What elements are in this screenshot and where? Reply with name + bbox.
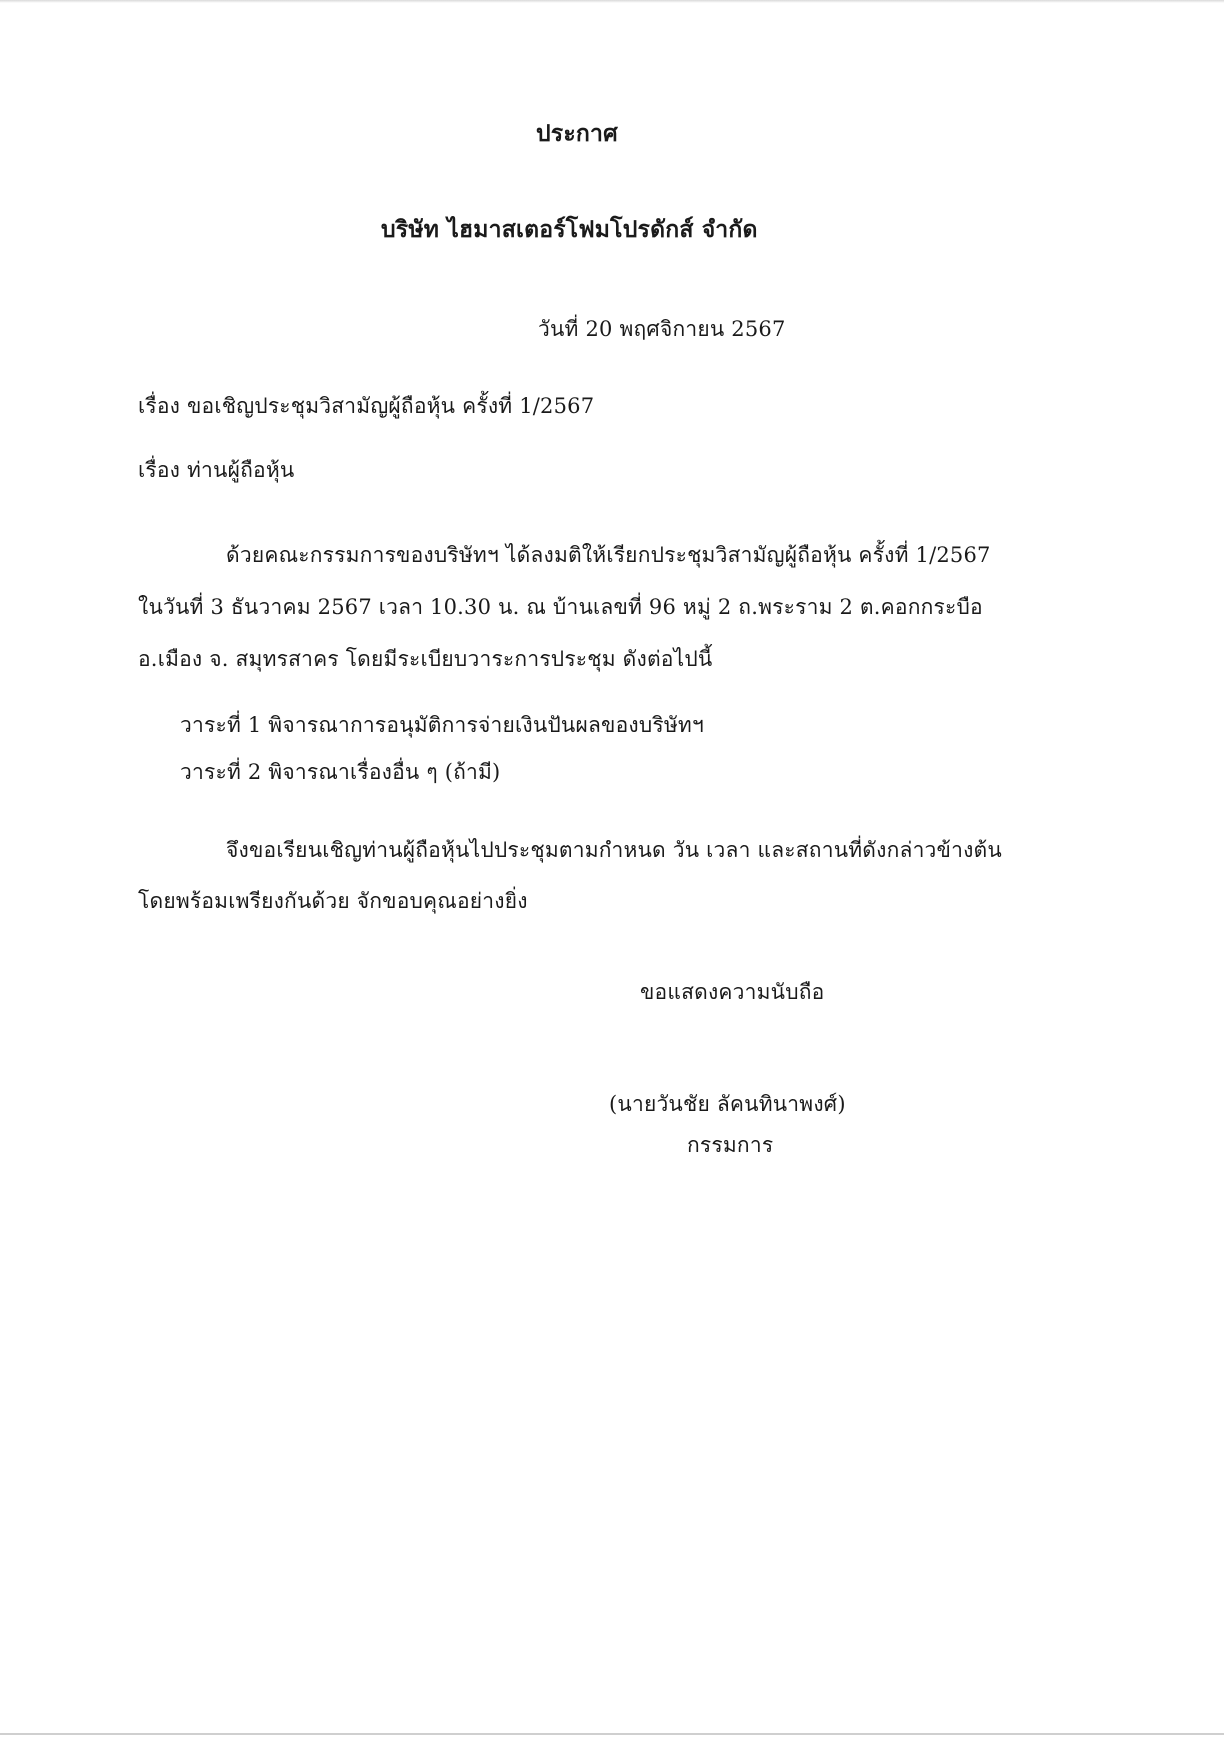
signatory-name: (นายวันชัย ลัคนทินาพงศ์) <box>609 1092 846 1116</box>
body-line-2: ในวันที่ 3 ธันวาคม 2567 เวลา 10.30 น. ณ บ้านเลขที่ 96 หมู่ 2 ถ.พระราม 2 ต.คอกกระบือ <box>138 595 983 619</box>
recipient-line: เรื่อง ท่านผู้ถือหุ้น <box>138 458 295 482</box>
announcement-title: ประกาศ <box>536 120 618 147</box>
invitation-line-2: โดยพร้อมเพรียงกันด้วย จักขอบคุณอย่างยิ่ง <box>138 889 528 913</box>
announcement-date: วันที่ 20 พฤศจิกายน 2567 <box>538 317 786 341</box>
body-line-1: ด้วยคณะกรรมการของบริษัทฯ ได้ลงมติให้เรียกประชุมวิสามัญผู้ถือหุ้น ครั้งที่ 1/2567 <box>226 543 991 567</box>
company-name: บริษัท ไฮมาสเตอร์โฟมโปรดักส์ จำกัด <box>381 216 758 243</box>
body-line-3: อ.เมือง จ. สมุทรสาคร โดยมีระเบียบวาระการประชุม ดังต่อไปนี้ <box>138 647 713 671</box>
subject-line: เรื่อง ขอเชิญประชุมวิสามัญผู้ถือหุ้น ครั้งที่ 1/2567 <box>138 394 595 418</box>
scan-edge-bottom <box>0 1733 1224 1735</box>
agenda-item-1: วาระที่ 1 พิจารณาการอนุมัติการจ่ายเงินปันผลของบริษัทฯ <box>180 713 704 737</box>
invitation-line-1: จึงขอเรียนเชิญท่านผู้ถือหุ้นไปประชุมตามกำหนด วัน เวลา และสถานที่ดังกล่าวข้างต้น <box>226 838 1002 862</box>
agenda-item-2: วาระที่ 2 พิจารณาเรื่องอื่น ๆ (ถ้ามี) <box>180 760 501 784</box>
scan-edge-top <box>0 0 1224 3</box>
signatory-title: กรรมการ <box>687 1133 774 1157</box>
closing-salutation: ขอแสดงความนับถือ <box>640 980 825 1004</box>
